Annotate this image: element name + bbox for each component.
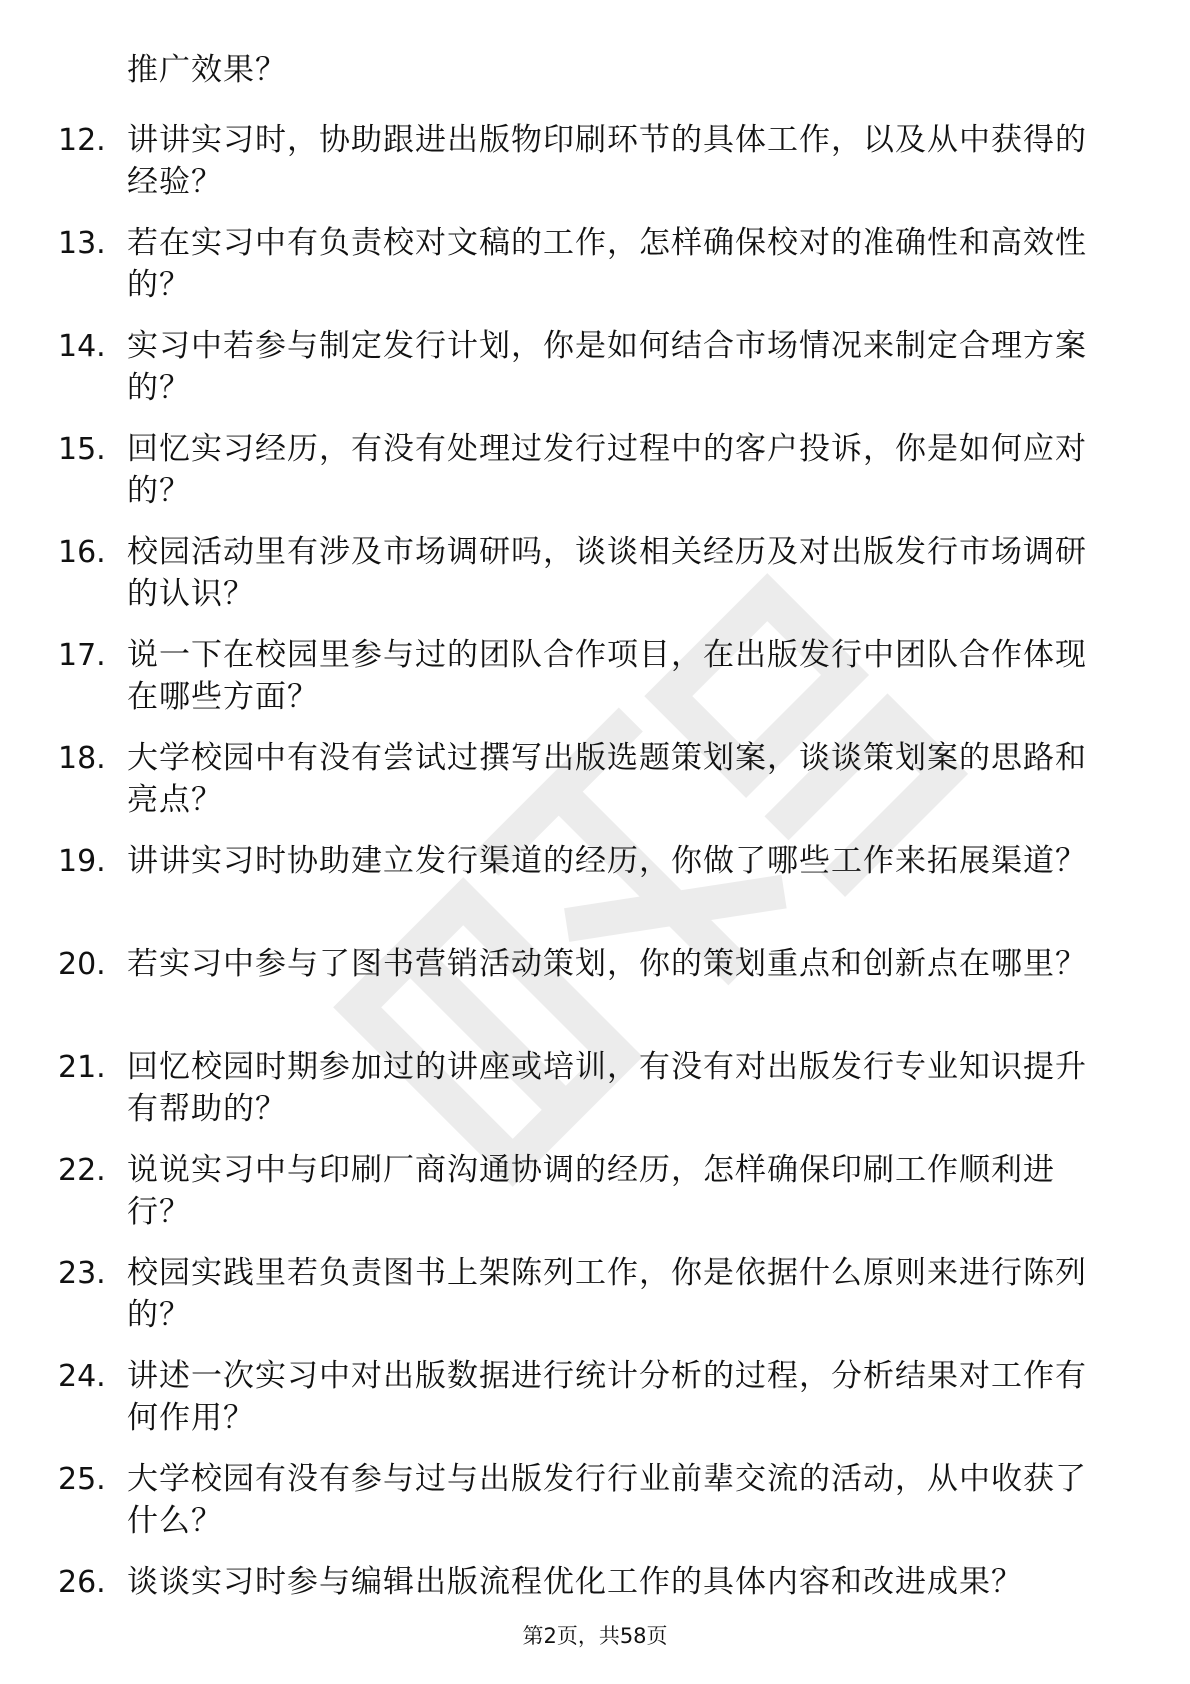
question-text: 若在实习中有负责校对文稿的工作，怎样确保校对的准确性和高效性的？ — [127, 225, 1087, 303]
question-text: 说说实习中与印刷厂商沟通协调的经历，怎样确保印刷工作顺利进行？ — [127, 1152, 1055, 1230]
question-number: 12. — [58, 123, 106, 158]
question-text: 校园活动里有涉及市场调研吗，谈谈相关经历及对出版发行市场调研的认识？ — [127, 534, 1087, 612]
question-text: 讲讲实习时协助建立发行渠道的经历，你做了哪些工作来拓展渠道？ — [127, 843, 1087, 879]
question-number: 17. — [58, 638, 106, 673]
question-number: 15. — [58, 432, 106, 467]
question-item — [0, 113, 1190, 216]
question-text: 说一下在校园里参与过的团队合作项目，在出版发行中团队合作体现在哪些方面？ — [127, 637, 1087, 715]
question-item — [0, 1452, 1190, 1555]
question-item — [0, 216, 1190, 319]
page-footer: 第2页，共58页 — [522, 1624, 668, 1648]
question-text: 大学校园有没有参与过与出版发行行业前辈交流的活动，从中收获了什么？ — [127, 1461, 1087, 1539]
question-item — [0, 731, 1190, 834]
question-number: 20. — [58, 947, 106, 982]
question-item — [0, 937, 1190, 1040]
question-list — [0, 113, 1190, 1658]
question-number: 23. — [58, 1256, 106, 1291]
question-item — [0, 1349, 1190, 1452]
question-item — [0, 422, 1190, 525]
question-text: 大学校园中有没有尝试过撰写出版选题策划案，谈谈策划案的思路和亮点？ — [127, 740, 1087, 818]
question-number: 24. — [58, 1359, 106, 1394]
question-number: 19. — [58, 844, 106, 879]
question-number: 25. — [58, 1462, 106, 1497]
question-text: 实习中若参与制定发行计划，你是如何结合市场情况来制定合理方案的？ — [127, 328, 1087, 406]
question-text: 讲讲实习时，协助跟进出版物印刷环节的具体工作，以及从中获得的经验？ — [127, 122, 1087, 200]
question-number: 22. — [58, 1153, 106, 1188]
question-number: 14. — [58, 329, 106, 364]
question-text: 讲述一次实习中对出版数据进行统计分析的过程，分析结果对工作有何作用？ — [127, 1358, 1087, 1436]
question-number: 18. — [58, 741, 106, 776]
question-item — [0, 319, 1190, 422]
question-item — [0, 628, 1190, 731]
question-number: 13. — [58, 226, 106, 261]
question-item — [0, 525, 1190, 628]
question-number: 26. — [58, 1565, 106, 1600]
question-text: 若实习中参与了图书营销活动策划，你的策划重点和创新点在哪里？ — [127, 946, 1087, 982]
question-text: 校园实践里若负责图书上架陈列工作，你是依据什么原则来进行陈列的？ — [127, 1255, 1087, 1333]
question-text: 回忆实习经历，有没有处理过发行过程中的客户投诉，你是如何应对的？ — [127, 431, 1087, 509]
question-item — [0, 1246, 1190, 1349]
question-number: 16. — [58, 535, 106, 570]
continuation-text: 推广效果？ — [127, 52, 287, 88]
question-item — [0, 834, 1190, 937]
question-number: 21. — [58, 1050, 106, 1085]
question-item — [0, 1143, 1190, 1246]
question-text: 回忆校园时期参加过的讲座或培训，有没有对出版发行专业知识提升有帮助的？ — [127, 1049, 1087, 1127]
question-text: 谈谈实习时参与编辑出版流程优化工作的具体内容和改进成果？ — [127, 1564, 1023, 1600]
question-item — [0, 1040, 1190, 1143]
